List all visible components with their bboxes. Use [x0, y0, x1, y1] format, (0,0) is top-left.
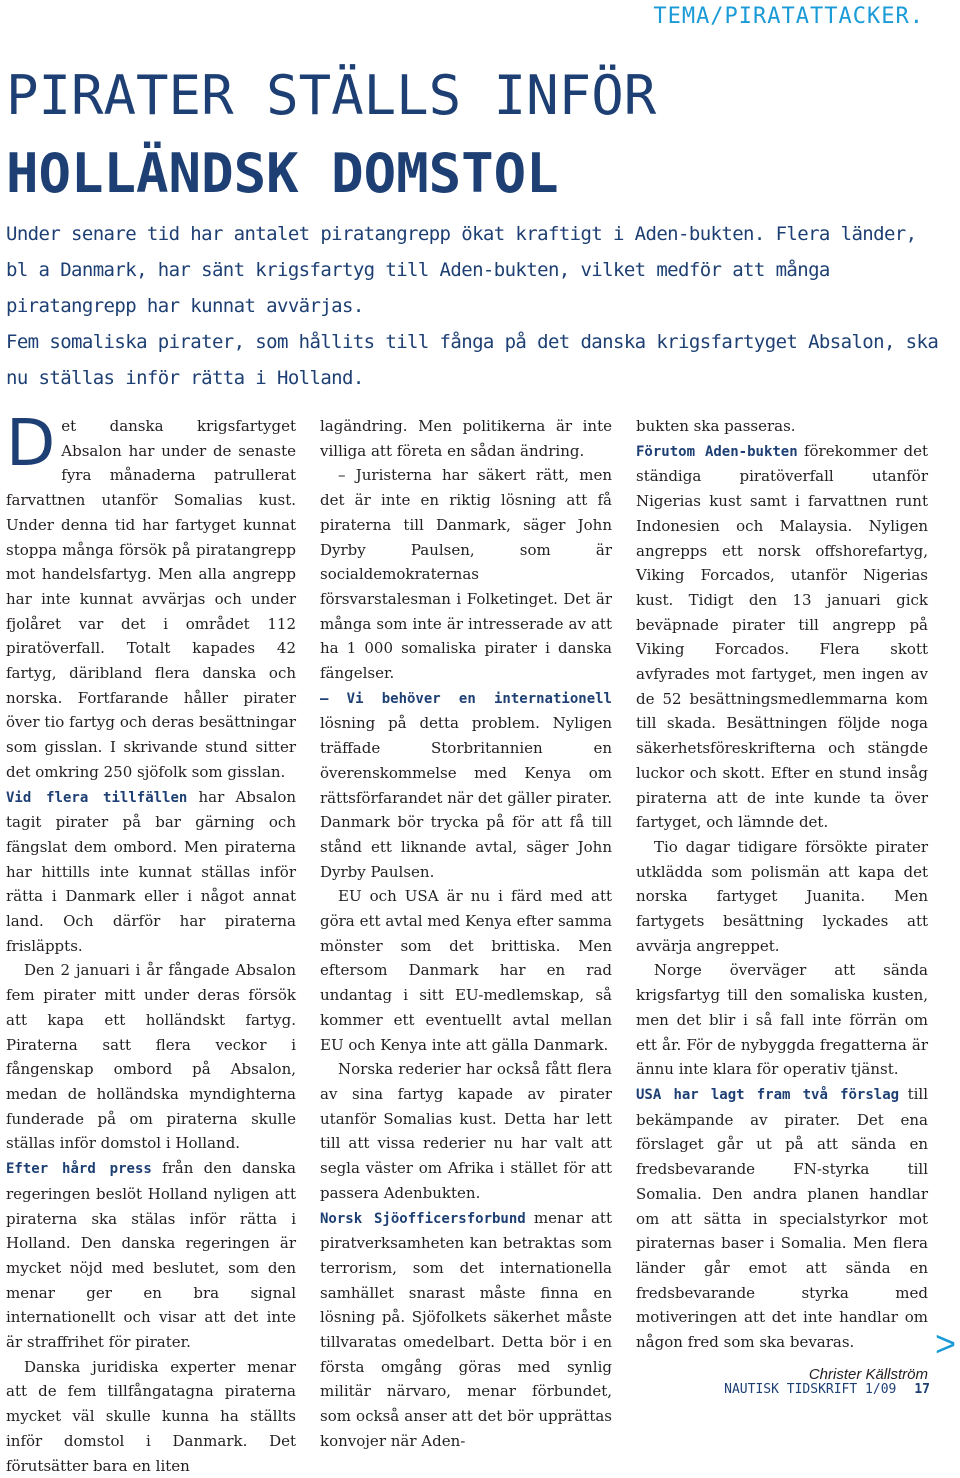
paragraph-text: till bekämpande av pirater. Det ena förslaget går ut på att sända en fredsbevarande FN-styrka till Somalia. Den andra planen handlar om att sätta in specialstyrkor mot piraternas baser i Somalia. Men flera länder går emot att sända en fredsbevarande styrka med motiveringen att det inte handlar om någon fred som ska bevaras.	[636, 1084, 928, 1352]
paragraph	[6, 407, 296, 785]
continue-arrow-icon: >	[934, 1323, 956, 1364]
paragraph-text: lösning på detta problem. Nyligen träffade Storbritannien en överenskommelse med Kenya om rättsförfarandet när det gäller pirater. Danmark bör trycka på för att få till stånd ett liknande avtal, säger John Dyrby Paulsen.	[320, 714, 612, 881]
author-signature: Christer Källström	[808, 1365, 928, 1383]
paragraph: bukten ska passeras.	[636, 417, 796, 435]
lead-in: Förutom Aden-bukten	[636, 443, 798, 460]
paragraph	[636, 1082, 928, 1355]
ingress-paragraph: Under senare tid har antalet piratangrepp ökat kraftigt i Aden-bukten. Flera länder, bl a Danmark, har sänt krigsfartyg till Aden-bukten, vilket medför att många piratangrepp har kunnat avvärjas.	[6, 223, 917, 317]
ingress-paragraph: Fem somaliska pirater, som hållits till fånga på det danska krigsfartyget Absalon, ska nu ställas inför rätta i Holland.	[6, 331, 939, 389]
body-column-2	[320, 414, 612, 1454]
paragraph: Norge överväger att sända krigsfartyg till den somaliska kusten, men det blir i så fall inte förrän om ett år. För de nybyggda fregatterna är ännu inte klara för operativ tjänst.	[636, 961, 928, 1079]
page-number: 17	[914, 1382, 930, 1397]
lead-in: Norsk Sjöofficersforbund	[320, 1210, 526, 1227]
paragraph-text: förekommer det ständiga piratöverfall utanför Nigerias kust samt i farvattnen runt Indonesien och Malaysia. Nyligen angrepps ett norsk offshorefartyg, Viking Forcados, utanför Nigerias kust. Tidigt den 13 januari gick beväpnade pirater till angrepp på Viking Forcados. Flera skott avfyrades mot fartyget, men ingen av de 52 besättningsmedlemmarna kom till skada. Besättningen följde noga säkerhetsföreskrifterna och stängde luckor och skott. Efter en stund insåg piraterna att de inte kunde ta över fartyget, och lämnde det.	[636, 441, 928, 832]
page-footer	[724, 1382, 930, 1397]
paragraph	[320, 686, 612, 885]
paragraph	[320, 1206, 612, 1454]
ingress	[6, 216, 946, 396]
paragraph: – Juristerna har säkert rätt, men det är inte en riktig lösning att få piraterna till Danmark, säger John Dyrby Paulsen, som är socialdemokraternas försvarstalesman i Folketinget. Det är många som inte är intresserade av att ha 1 000 somaliska pirater i danska fängelser.	[320, 466, 612, 683]
body-column-1	[6, 407, 297, 1478]
lead-in: Vid flera tillfällen	[6, 789, 188, 806]
headline-line-1: PIRATER STÄLLS INFÖR	[6, 64, 657, 127]
paragraph: Tio dagar tidigare försökte pirater utklädda som polismän att kapa det norska fartyget Juanita. Men fartygets besättning lyckades att avvärja angreppet.	[636, 837, 928, 955]
paragraph: lagändring. Men politikerna är inte villiga att företa en sådan ändring.	[320, 417, 612, 460]
headline-line-2: HOLLÄNDSK DOMSTOL	[6, 142, 559, 205]
paragraph: Norska rederier har också fått flera av sina fartyg kapade av pirater utanför Somalias kust. Detta har lett till att vissa rederier nu har valt att segla väster om Afrika i stället för att passera Adenbukten.	[320, 1060, 612, 1202]
lead-in: Efter hård press	[6, 1161, 152, 1178]
lead-in: USA har lagt fram två förslag	[636, 1086, 900, 1103]
paragraph-text: har Absalon tagit pirater på bar gärning och fängslat dem ombord. Men piraterna har hittills inte kunnat ställas inför rätta i Danmark eller i något annat land. Och därför har piraterna frisläppts.	[6, 787, 297, 955]
paragraph-text: från den danska regeringen beslöt Holland nyligen att piraterna ska stälas inför rätta i Holland. Den danska regeringen är mycket nöjd med beslutet, som den menar ger en bra signal internationellt och visar att det inte är straffrihet för pirater.	[6, 1159, 296, 1352]
section-label: TEMA/PIRATATTACKER.	[653, 4, 924, 29]
paragraph	[636, 439, 928, 835]
publication-name: NAUTISK TIDSKRIFT 1/09	[724, 1382, 897, 1397]
paragraph	[6, 1156, 296, 1355]
paragraph-text: menar att piratverksamheten kan betraktas som terrorism, som det internationella samhället snarast måste finna en lösning på. Sjöfolkets säkerhet måste tillvaratas omedelbart. Detta bör i en första omgång göras med synlig militär närvaro, menar förbundet, som också anser att det bör upprättas konvojer när Aden-	[320, 1208, 612, 1450]
lead-in: – Vi behöver en internationell	[320, 690, 612, 707]
paragraph	[6, 785, 296, 959]
body-column-3	[636, 414, 928, 1387]
paragraph-text: et danska krigsfartyget Absalon har under de senaste fyra månaderna patrullerat farvattnen utanför Somalias kust. Under denna tid har fartyget kunnat stoppa många försök på piratangrepp mot handelsfartyg. Men alla angrepp har inte kunnat avvärjas och under fjolåret var det i området 112 piratöverfall. Totalt kapades 42 fartyg, däribland flera danska och norska. Fortfarande håller pirater över tio fartyg och deras besättningar som gisslan. I skrivande stund sitter det omkring 250 sjöfolk som gisslan.	[6, 417, 296, 781]
drop-cap: D	[6, 407, 56, 481]
paragraph: Den 2 januari i år fångade Absalon fem pirater mitt under deras försök att kapa ett holländskt fartyg. Piraterna satt flera veckor i fångenskap ombord på Absalon, medan de holländska myndighterna funderade på om piraterna skulle ställas inför domstol i Holland.	[6, 961, 296, 1153]
paragraph: Danska juridiska experter menar att de fem tillfångatagna piraterna mycket väl skulle kunna ha ställts inför domstol i Danmark. Det förutsätter bara en liten	[6, 1357, 296, 1475]
paragraph: EU och USA är nu i färd med att göra ett avtal med Kenya efter samma mönster som det brittiska. Men eftersom Danmark har en rad undantag i sitt EU-medlemskap, så kommer ett eventuellt avtal mellan EU och Kenya inte att gälla Danmark.	[320, 887, 612, 1054]
